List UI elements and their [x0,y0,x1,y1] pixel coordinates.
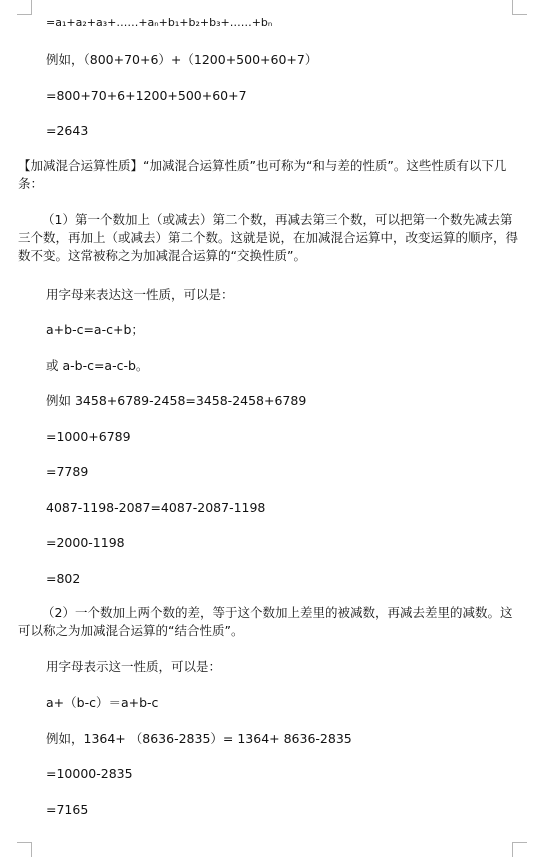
step-line: =2000-1198 [46,535,125,550]
formula-line: 或 a-b-c=a-c-b。 [46,358,149,373]
expansion-line: =800+70+6+1200+500+60+7 [46,88,247,103]
example-line: 例如，1364+ （8636-2835）= 1364+ 8636-2835 [46,731,352,746]
page-corner-mark [17,0,32,15]
page-corner-mark [512,0,527,15]
formula-line: =a₁+a₂+a₃+……+aₙ+b₁+b₂+b₃+……+bₙ [46,16,273,29]
step-line: =10000-2835 [46,766,133,781]
section-heading-text: 【加减混合运算性质】“加减混合运算性质”也可称为“和与差的性质”。这些性质有以下几条： [18,158,507,191]
text-line: 用字母来表达这一性质，可以是： [46,287,234,302]
example-line: 4087-1198-2087=4087-2087-1198 [46,500,266,515]
text-line: 用字母表示这一性质，可以是： [46,659,222,674]
result-line: =2643 [46,123,89,138]
rule-paragraph: （2）一个数加上两个数的差，等于这个数加上差里的被减数，再减去差里的减数。这可以称之为加减混合运算的“结合性质”。 [18,605,513,638]
formula-line: a+b-c=a-c+b； [46,322,144,337]
example-line: 例如 3458+6789-2458=3458-2458+6789 [46,393,307,408]
step-line: =7165 [46,802,89,817]
example-line: 例如，（800+70+6）+（1200+500+60+7） [46,52,318,67]
rule-paragraph: （1）第一个数加上（或减去）第二个数，再减去第三个数，可以把第一个数先减去第三个数，再加上（或减去）第二个数。这就是说，在加减混合运算中，改变运算的顺序，得数不变。这常被称之为加减混合运算的“交换性质”。 [18,212,519,263]
formula-line: a+（b-c）＝a+b-c [46,695,159,710]
step-line: =7789 [46,464,89,479]
section-heading-paragraph [18,157,518,193]
step-line: =802 [46,571,81,586]
step-line: =1000+6789 [46,429,131,444]
